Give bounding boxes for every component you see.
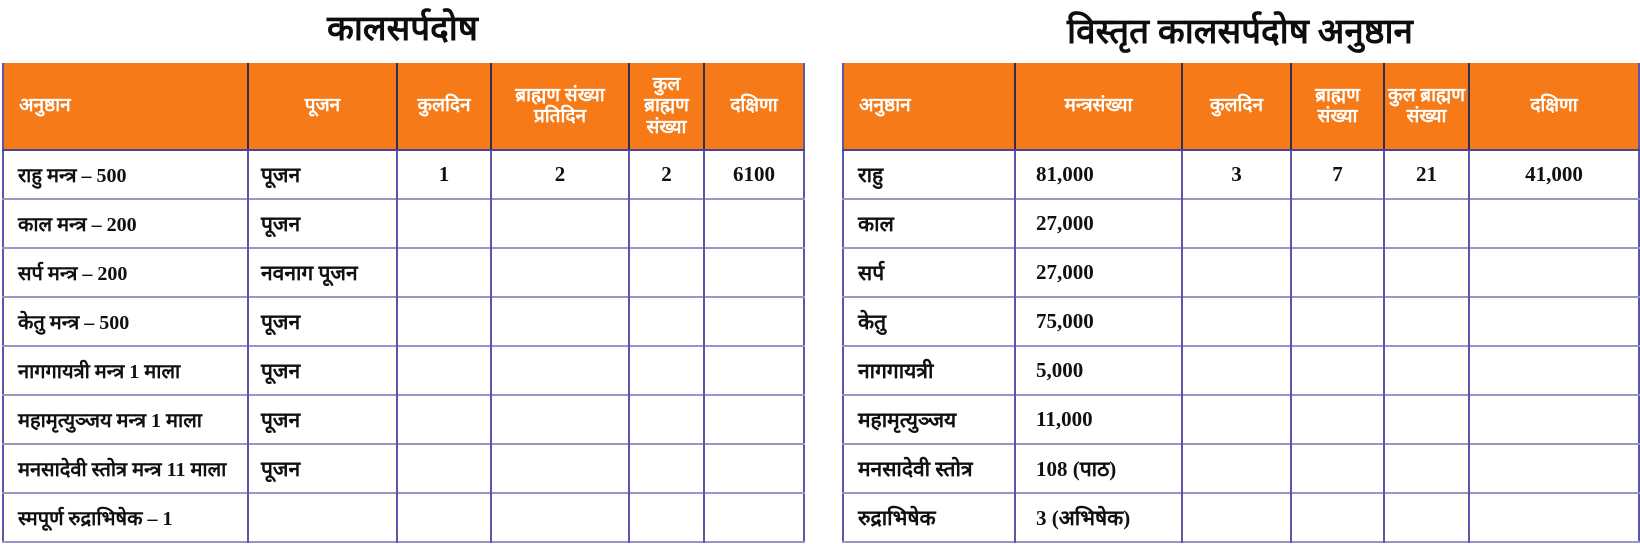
- table-cell: [1384, 199, 1469, 248]
- table-row: [843, 199, 1639, 248]
- table-cell: [1384, 248, 1469, 297]
- table-cell: मनसादेवी स्तोत्र: [843, 444, 1015, 493]
- table-cell: पूजन: [248, 395, 397, 444]
- table-cell: 3: [1182, 150, 1291, 199]
- table-cell: पूजन: [248, 346, 397, 395]
- table-row: [3, 346, 804, 395]
- table-cell: 7: [1291, 150, 1384, 199]
- table-cell: [1469, 248, 1639, 297]
- table-row: [3, 150, 804, 199]
- column-header-brahman-sankhya: ब्राह्मण संख्या: [1291, 63, 1384, 150]
- column-header-dakshina: दक्षिणा: [704, 63, 804, 150]
- table-cell: 81,000: [1015, 150, 1182, 199]
- table-cell: [704, 297, 804, 346]
- table-cell: [629, 248, 704, 297]
- table-row: [843, 248, 1639, 297]
- table-row: [3, 493, 804, 542]
- table-cell: मनसादेवी स्तोत्र मन्त्र 11 माला: [3, 444, 248, 493]
- table-cell: 27,000: [1015, 248, 1182, 297]
- table-cell: [491, 346, 629, 395]
- table-cell: राहु: [843, 150, 1015, 199]
- table-cell: [1182, 297, 1291, 346]
- table-cell: [397, 493, 491, 542]
- table-cell: [1182, 444, 1291, 493]
- table-cell: [1469, 444, 1639, 493]
- table-cell: [1291, 346, 1384, 395]
- table-cell: केतु मन्त्र – 500: [3, 297, 248, 346]
- table-cell: 41,000: [1469, 150, 1639, 199]
- table-cell: [1469, 346, 1639, 395]
- table-cell: [1469, 395, 1639, 444]
- table-cell: [1182, 493, 1291, 542]
- table-cell: 1: [397, 150, 491, 199]
- table-cell: [1384, 493, 1469, 542]
- kalsarpdosh-table-body: [3, 150, 804, 542]
- table-cell: [629, 395, 704, 444]
- table-cell: 11,000: [1015, 395, 1182, 444]
- vistrit-table-body: [843, 150, 1639, 542]
- table-cell: 5,000: [1015, 346, 1182, 395]
- vistrit-table-header: [843, 63, 1639, 150]
- table-cell: महामृत्युञ्जय: [843, 395, 1015, 444]
- table-row: [843, 150, 1639, 199]
- table-row: [843, 395, 1639, 444]
- table-cell: [397, 248, 491, 297]
- table-cell: [1384, 346, 1469, 395]
- table-row: [3, 444, 804, 493]
- table-cell: [1384, 395, 1469, 444]
- table-cell: 75,000: [1015, 297, 1182, 346]
- table-row: [843, 346, 1639, 395]
- table-cell: [491, 248, 629, 297]
- column-header-pujan: पूजन: [248, 63, 397, 150]
- table-cell: 2: [629, 150, 704, 199]
- table-cell: [629, 493, 704, 542]
- table-row: [3, 248, 804, 297]
- table-cell: [1469, 297, 1639, 346]
- table-cell: पूजन: [248, 199, 397, 248]
- right-table-title: विस्तृत कालसर्पदोष अनुष्ठान: [1067, 12, 1413, 51]
- column-header-kul-brahman-sankhya: कुल ब्राह्मण संख्या: [1384, 63, 1469, 150]
- table-cell: [491, 395, 629, 444]
- table-cell: महामृत्युञ्जय मन्त्र 1 माला: [3, 395, 248, 444]
- left-table-title: कालसर्पदोष: [326, 9, 479, 48]
- table-cell: [1182, 395, 1291, 444]
- table-cell: [1291, 248, 1384, 297]
- table-row: [843, 297, 1639, 346]
- table-cell: [491, 493, 629, 542]
- table-cell: [1384, 297, 1469, 346]
- kalsarpdosh-table-header: [3, 63, 804, 150]
- table-cell: नवनाग पूजन: [248, 248, 397, 297]
- table-cell: राहु मन्त्र – 500: [3, 150, 248, 199]
- table-cell: [491, 297, 629, 346]
- table-cell: केतु: [843, 297, 1015, 346]
- table-cell: [704, 444, 804, 493]
- table-cell: [1291, 297, 1384, 346]
- table-cell: स्मपूर्ण रुद्राभिषेक – 1: [3, 493, 248, 542]
- table-cell: 108 (पाठ): [1015, 444, 1182, 493]
- table-cell: [397, 395, 491, 444]
- table-cell: 2: [491, 150, 629, 199]
- column-header-anushthan: अनुष्ठान: [843, 63, 1015, 150]
- table-cell: [629, 346, 704, 395]
- table-cell: 27,000: [1015, 199, 1182, 248]
- column-header-anushthan: अनुष्ठान: [3, 63, 248, 150]
- column-header-dakshina: दक्षिणा: [1469, 63, 1639, 150]
- table-cell: रुद्राभिषेक: [843, 493, 1015, 542]
- table-cell: [1291, 493, 1384, 542]
- table-cell: [397, 297, 491, 346]
- table-cell: [248, 493, 397, 542]
- table-cell: [704, 199, 804, 248]
- table-cell: काल: [843, 199, 1015, 248]
- kalsarpdosh-table: [2, 63, 805, 543]
- table-row: [3, 199, 804, 248]
- table-cell: [491, 199, 629, 248]
- column-header-kul-brahman-sankhya: कुल ब्राह्मण संख्या: [629, 63, 704, 150]
- table-cell: [704, 346, 804, 395]
- table-cell: [704, 248, 804, 297]
- table-cell: [629, 297, 704, 346]
- table-cell: 6100: [704, 150, 804, 199]
- column-header-kuldin: कुलदिन: [397, 63, 491, 150]
- table-cell: पूजन: [248, 297, 397, 346]
- table-cell: [491, 444, 629, 493]
- table-cell: 3 (अभिषेक): [1015, 493, 1182, 542]
- table-cell: [1291, 444, 1384, 493]
- table-cell: [397, 346, 491, 395]
- table-cell: [704, 395, 804, 444]
- vistrit-kalsarpdosh-table: [842, 63, 1640, 543]
- table-cell: [1469, 199, 1639, 248]
- table-cell: नागगायत्री मन्त्र 1 माला: [3, 346, 248, 395]
- table-cell: [629, 199, 704, 248]
- table-cell: [1291, 395, 1384, 444]
- column-header-brahman-sankhya-pratidin: ब्राह्मण संख्या प्रतिदिन: [491, 63, 629, 150]
- table-cell: [397, 444, 491, 493]
- table-cell: [1469, 493, 1639, 542]
- table-cell: पूजन: [248, 150, 397, 199]
- table-cell: काल मन्त्र – 200: [3, 199, 248, 248]
- table-row: [3, 297, 804, 346]
- table-cell: [1182, 199, 1291, 248]
- table-row: [3, 395, 804, 444]
- table-cell: सर्प: [843, 248, 1015, 297]
- table-cell: [1384, 444, 1469, 493]
- table-row: [843, 444, 1639, 493]
- table-cell: [1182, 346, 1291, 395]
- table-cell: नागगायत्री: [843, 346, 1015, 395]
- table-cell: [629, 444, 704, 493]
- table-row: [843, 493, 1639, 542]
- table-cell: 21: [1384, 150, 1469, 199]
- column-header-mantra-sankhya: मन्त्रसंख्या: [1015, 63, 1182, 150]
- table-cell: [397, 199, 491, 248]
- table-cell: [1291, 199, 1384, 248]
- table-cell: सर्प मन्त्र – 200: [3, 248, 248, 297]
- table-cell: [704, 493, 804, 542]
- table-cell: पूजन: [248, 444, 397, 493]
- table-cell: [1182, 248, 1291, 297]
- column-header-kuldin: कुलदिन: [1182, 63, 1291, 150]
